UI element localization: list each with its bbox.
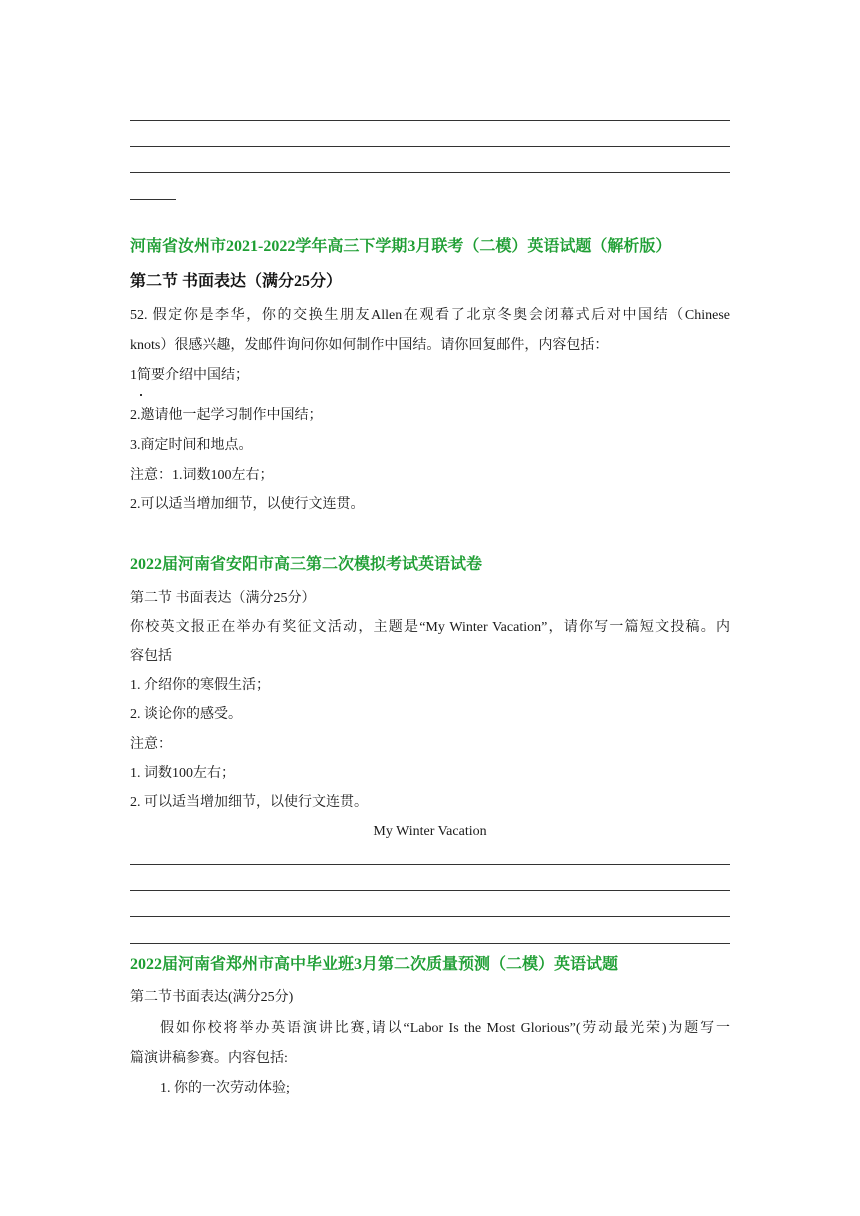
answer-line [130, 120, 730, 121]
section2-prompt-line2: 容包括 [130, 649, 172, 664]
answer-line [130, 943, 730, 944]
section2-item1: 1. 介绍你的寒假生活； [130, 678, 270, 693]
section3-item1: 1. 你的一次劳动体验; [160, 1081, 290, 1096]
section1-title: 河南省汝州市2021-2022学年高三下学期3月联考（二模）英语试题（解析版） [130, 238, 672, 255]
section3-subtitle: 第二节书面表达(满分25分) [130, 990, 294, 1005]
section2-title: 2022届河南省安阳市高三第二次模拟考试英语试卷 [130, 556, 483, 573]
answer-line [130, 172, 730, 173]
answer-line [130, 864, 730, 865]
section1-prompt-line1: 52. 假定你是李华，你的交换生朋友Allen在观看了北京冬奥会闭幕式后对中国结（Chinese [130, 308, 730, 323]
section1-subtitle: 第二节 书面表达（满分25分） [130, 273, 343, 290]
section2-prompt-line1: 你校英文报正在举办有奖征文活动，主题是“My Winter Vacation”，请你写一篇短文投稿。内 [130, 620, 730, 635]
section1-prompt-line2: knots）很感兴趣，发邮件询问你如何制作中国结。请你回复邮件，内容包括： [130, 338, 609, 353]
section2-subtitle: 第二节 书面表达（满分25分） [130, 591, 316, 606]
section2-item2: 2. 谈论你的感受。 [130, 707, 242, 722]
section2-note-label: 注意： [130, 737, 172, 752]
section3-prompt-line2: 篇演讲稿参赛。内容包括: [130, 1051, 288, 1066]
section1-item2: 2.邀请他一起学习制作中国结； [130, 408, 323, 423]
section1-item3: 3.商定时间和地点。 [130, 438, 253, 453]
section1-note1: 注意：1.词数100左右； [130, 468, 274, 483]
answer-line [130, 146, 730, 147]
section1-note2: 2.可以适当增加细节，以使行文连贯。 [130, 497, 365, 512]
answer-line [130, 916, 730, 917]
essay-title: My Winter Vacation [373, 824, 487, 839]
answer-line [130, 890, 730, 891]
section2-note1: 1. 词数100左右； [130, 766, 235, 781]
section3-title: 2022届河南省郑州市高中毕业班3月第二次质量预测（二模）英语试题 [130, 956, 619, 973]
bullet-dot [140, 394, 142, 396]
section2-note2: 2. 可以适当增加细节，以使行文连贯。 [130, 795, 368, 810]
answer-line-short [130, 199, 176, 200]
section1-item1: 1简要介绍中国结； [130, 368, 249, 383]
section3-prompt-line1: 假如你校将举办英语演讲比赛,请以“Labor Is the Most Glorious”(劳动最光荣)为题写一 [160, 1021, 730, 1036]
